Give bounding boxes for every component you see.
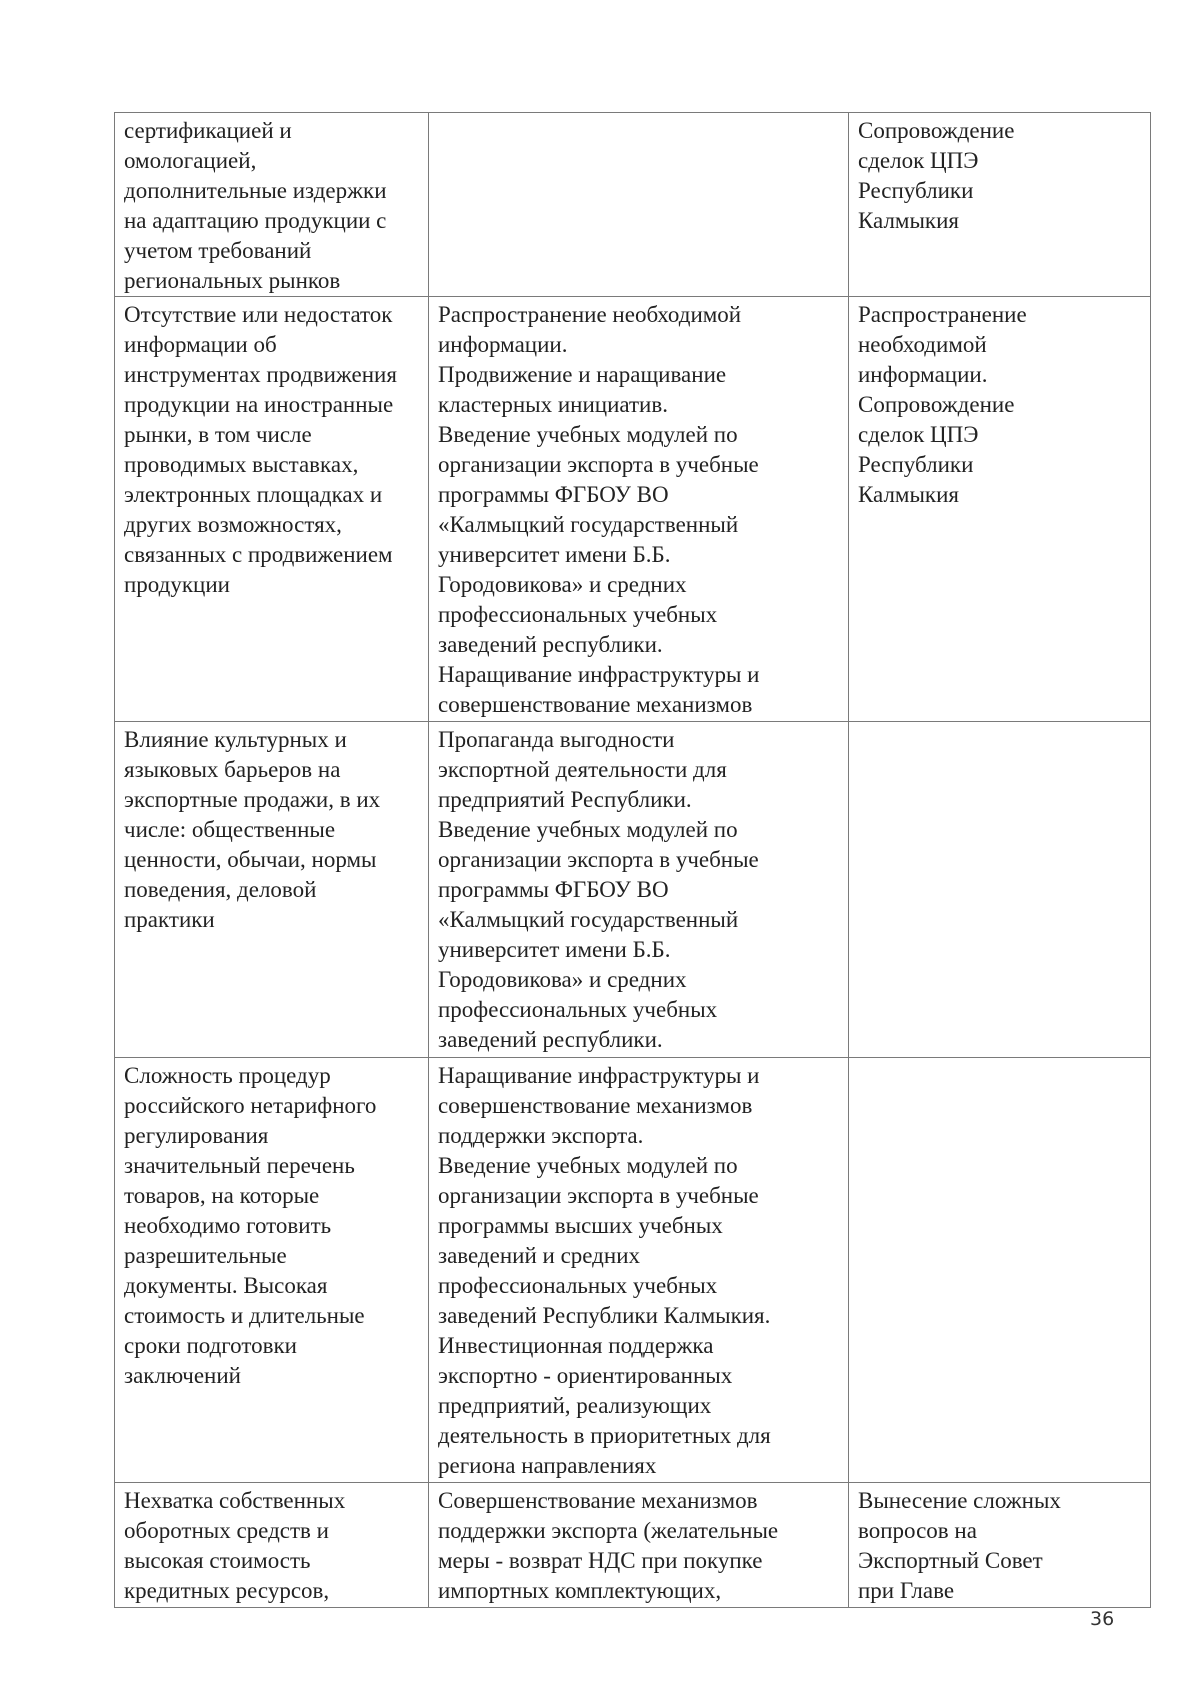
cell-text-line: необходимо готовить: [124, 1213, 332, 1238]
table-row: [115, 1483, 1151, 1608]
table-cell-barrier: [115, 1058, 429, 1483]
cell-text-line: кредитных ресурсов,: [124, 1578, 330, 1603]
cell-text-line: экспортной деятельности для: [438, 757, 727, 782]
cell-text-line: экспортные продажи, в их: [124, 787, 381, 812]
cell-text-line: региона направлениях: [438, 1453, 657, 1478]
cell-text-line: совершенствование механизмов: [438, 692, 753, 717]
cell-text-line: организации экспорта в учебные: [438, 452, 759, 477]
cell-text-line: Калмыкия: [858, 208, 959, 233]
cell-text-line: при Главе: [858, 1578, 955, 1603]
cell-text-line: Городовикова» и средних: [438, 967, 687, 992]
cell-text-line: Сопровождение: [858, 392, 1015, 417]
cell-text-line: Распространение необходимой: [438, 302, 742, 327]
cell-text-line: меры - возврат НДС при покупке: [438, 1548, 763, 1573]
cell-text-line: учетом требований: [124, 238, 312, 263]
cell-text-line: Наращивание инфраструктуры и: [438, 1063, 760, 1088]
table-cell-barrier: [115, 722, 429, 1058]
cell-text-line: Продвижение и наращивание: [438, 362, 727, 387]
cell-text-line: предприятий, реализующих: [438, 1393, 712, 1418]
cell-text-line: импортных комплектующих,: [438, 1578, 722, 1603]
table-cell-measures: [429, 1058, 849, 1483]
table-row: [115, 722, 1151, 1058]
table-cell-actions: [849, 722, 1151, 1058]
cell-text-line: стоимость и длительные: [124, 1303, 365, 1328]
cell-text-line: поддержки экспорта.: [438, 1123, 644, 1148]
cell-text-line: «Калмыцкий государственный: [438, 512, 739, 537]
cell-text-line: кластерных инициатив.: [438, 392, 668, 417]
table-cell-barrier: [115, 113, 429, 297]
table-cell-measures: [429, 1483, 849, 1608]
cell-text-line: профессиональных учебных: [438, 997, 718, 1022]
cell-text-line: Калмыкия: [858, 482, 959, 507]
table-cell-measures: [429, 297, 849, 722]
table-cell-actions: [849, 1483, 1151, 1608]
cell-text-line: заведений Республики Калмыкия.: [438, 1303, 771, 1328]
cell-text-line: Экспортный Совет: [858, 1548, 1043, 1573]
table-row: [115, 297, 1151, 722]
cell-text-line: дополнительные издержки: [124, 178, 387, 203]
cell-text-line: Влияние культурных и: [124, 727, 347, 752]
cell-text-line: организации экспорта в учебные: [438, 847, 759, 872]
cell-text-line: необходимой: [858, 332, 987, 357]
cell-text-line: языковых барьеров на: [124, 757, 341, 782]
cell-text-line: Республики: [858, 178, 974, 203]
cell-text-line: Инвестиционная поддержка: [438, 1333, 714, 1358]
cell-text-line: практики: [124, 907, 215, 932]
cell-text-line: Совершенствование механизмов: [438, 1488, 758, 1513]
cell-text-line: информации об: [124, 332, 277, 357]
cell-text-line: профессиональных учебных: [438, 602, 718, 627]
cell-text-line: сделок ЦПЭ: [858, 148, 979, 173]
cell-text-line: высокая стоимость: [124, 1548, 311, 1573]
cell-text-line: программы высших учебных: [438, 1213, 723, 1238]
cell-text-line: Наращивание инфраструктуры и: [438, 662, 760, 687]
table-cell-measures: [429, 722, 849, 1058]
cell-text-line: поддержки экспорта (желательные: [438, 1518, 779, 1543]
cell-text-line: сроки подготовки: [124, 1333, 297, 1358]
cell-text-line: Сопровождение: [858, 118, 1015, 143]
cell-text-line: информации.: [858, 362, 988, 387]
cell-text-line: профессиональных учебных: [438, 1273, 718, 1298]
cell-text-line: экспортно - ориентированных: [438, 1363, 733, 1388]
cell-text-line: Пропаганда выгодности: [438, 727, 675, 752]
cell-text-line: заведений и средних: [438, 1243, 641, 1268]
cell-text-line: региональных рынков: [124, 268, 341, 293]
cell-text-line: Республики: [858, 452, 974, 477]
table-cell-actions: [849, 1058, 1151, 1483]
cell-text-line: деятельность в приоритетных для: [438, 1423, 771, 1448]
table-cell-actions: [849, 297, 1151, 722]
cell-text-line: сертификацией и: [124, 118, 292, 143]
cell-text-line: Распространение: [858, 302, 1027, 327]
cell-text-line: ценности, обычаи, нормы: [124, 847, 377, 872]
measures-table: [114, 112, 1151, 1608]
cell-text-line: регулирования: [124, 1123, 269, 1148]
cell-text-line: заведений республики.: [438, 632, 663, 657]
cell-text-line: сделок ЦПЭ: [858, 422, 979, 447]
cell-text-line: связанных с продвижением: [124, 542, 393, 567]
table-row: [115, 1058, 1151, 1483]
cell-text-line: Нехватка собственных: [124, 1488, 346, 1513]
cell-text-line: рынки, в том числе: [124, 422, 312, 447]
cell-text-line: информации.: [438, 332, 568, 357]
cell-text-line: разрешительные: [124, 1243, 287, 1268]
cell-text-line: Введение учебных модулей по: [438, 422, 738, 447]
cell-text-line: Вынесение сложных: [858, 1488, 1061, 1513]
cell-text-line: других возможностях,: [124, 512, 342, 537]
cell-text-line: университет имени Б.Б.: [438, 542, 671, 567]
cell-text-line: организации экспорта в учебные: [438, 1183, 759, 1208]
cell-text-line: значительный перечень: [124, 1153, 355, 1178]
cell-text-line: Городовикова» и средних: [438, 572, 687, 597]
table-row: [115, 113, 1151, 297]
cell-text-line: поведения, деловой: [124, 877, 317, 902]
cell-text-line: заключений: [124, 1363, 241, 1388]
cell-text-line: университет имени Б.Б.: [438, 937, 671, 962]
cell-text-line: программы ФГБОУ ВО: [438, 482, 669, 507]
cell-text-line: числе: общественные: [124, 817, 336, 842]
cell-text-line: Введение учебных модулей по: [438, 817, 738, 842]
cell-text-line: документы. Высокая: [124, 1273, 328, 1298]
cell-text-line: продукции: [124, 572, 230, 597]
cell-text-line: предприятий Республики.: [438, 787, 692, 812]
cell-text-line: программы ФГБОУ ВО: [438, 877, 669, 902]
cell-text-line: электронных площадках и: [124, 482, 383, 507]
cell-text-line: товаров, на которые: [124, 1183, 320, 1208]
page-number: 36: [1090, 1608, 1115, 1630]
cell-text-line: совершенствование механизмов: [438, 1093, 753, 1118]
cell-text-line: инструментах продвижения: [124, 362, 397, 387]
cell-text-line: вопросов на: [858, 1518, 977, 1543]
cell-text-line: «Калмыцкий государственный: [438, 907, 739, 932]
table-cell-barrier: [115, 297, 429, 722]
cell-text-line: Сложность процедур: [124, 1063, 331, 1088]
cell-text-line: Введение учебных модулей по: [438, 1153, 738, 1178]
cell-text-line: оборотных средств и: [124, 1518, 329, 1543]
table-cell-barrier: [115, 1483, 429, 1608]
cell-text-line: проводимых выставках,: [124, 452, 359, 477]
cell-text-line: на адаптацию продукции с: [124, 208, 387, 233]
cell-text-line: российского нетарифного: [124, 1093, 377, 1118]
cell-text-line: заведений республики.: [438, 1027, 663, 1052]
cell-text-line: продукции на иностранные: [124, 392, 394, 417]
cell-text-line: Отсутствие или недостаток: [124, 302, 393, 327]
cell-text-line: омологацией,: [124, 148, 257, 173]
table-cell-measures: [429, 113, 849, 297]
table-cell-actions: [849, 113, 1151, 297]
